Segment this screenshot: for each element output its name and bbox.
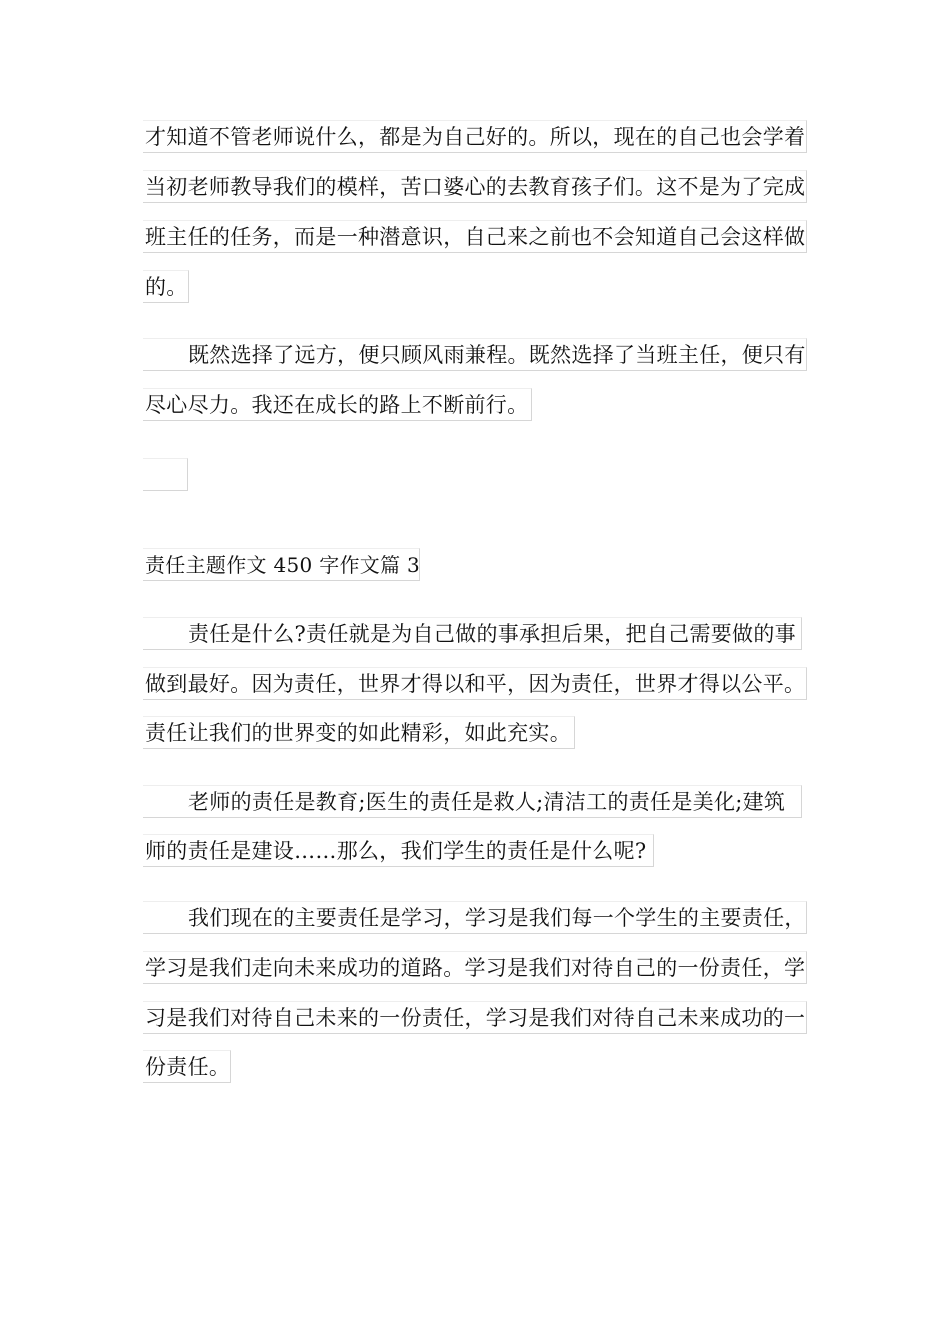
paragraph-5-line-4: 份责任。 <box>143 1050 231 1083</box>
paragraph-3-line-1: 责任是什么?责任就是为自己做的事承担后果，把自己需要做的事 <box>143 617 802 650</box>
section-heading: 责任主题作文 450 字作文篇 3 <box>143 548 420 581</box>
paragraph-5-line-3: 习是我们对待自己未来的一份责任，学习是我们对待自己未来成功的一 <box>143 1001 807 1034</box>
paragraph-3-line-2: 做到最好。因为责任，世界才得以和平，因为责任，世界才得以公平。 <box>143 667 807 700</box>
paragraph-1-line-4: 的。 <box>143 270 189 303</box>
paragraph-4-line-1: 老师的责任是教育;医生的责任是救人;清洁工的责任是美化;建筑 <box>143 785 802 818</box>
paragraph-1-line-3: 班主任的任务，而是一种潜意识，自己来之前也不会知道自己会这样做 <box>143 220 807 253</box>
paragraph-2-line-1: 既然选择了远方，便只顾风雨兼程。既然选择了当班主任，便只有 <box>143 338 807 371</box>
paragraph-4-line-2: 师的责任是建设……那么，我们学生的责任是什么呢? <box>143 834 654 867</box>
paragraph-2-line-2: 尽心尽力。我还在成长的路上不断前行。 <box>143 388 532 421</box>
empty-line <box>143 458 188 491</box>
paragraph-1-line-2: 当初老师教导我们的模样，苦口婆心的去教育孩子们。这不是为了完成 <box>143 170 807 203</box>
paragraph-5-line-2: 学习是我们走向未来成功的道路。学习是我们对待自己的一份责任，学 <box>143 951 807 984</box>
paragraph-1-line-1: 才知道不管老师说什么，都是为自己好的。所以，现在的自己也会学着 <box>143 120 807 153</box>
paragraph-5-line-1: 我们现在的主要责任是学习，学习是我们每一个学生的主要责任， <box>143 901 807 934</box>
paragraph-3-line-3: 责任让我们的世界变的如此精彩，如此充实。 <box>143 716 575 749</box>
